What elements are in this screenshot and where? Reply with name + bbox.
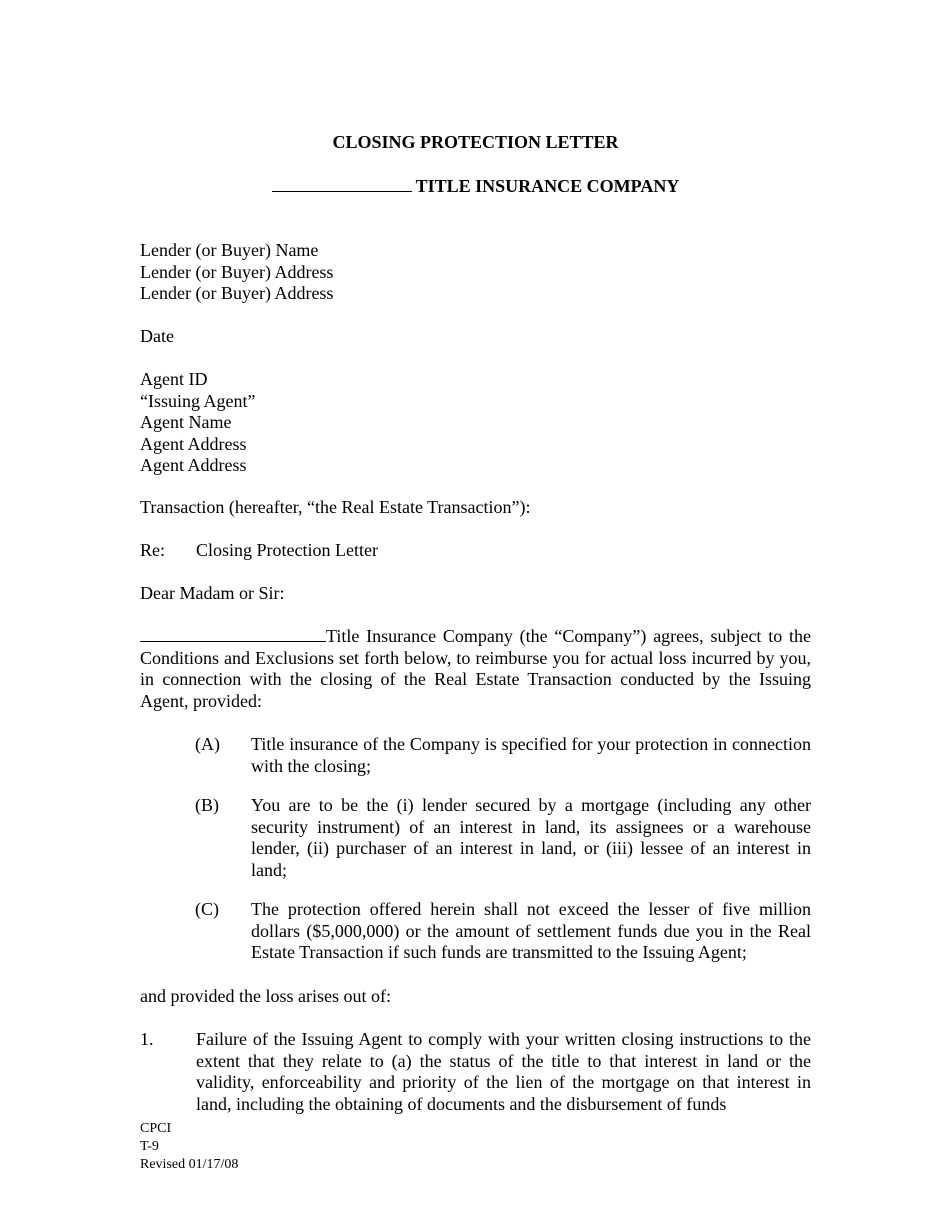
footer-code: CPCI <box>140 1121 172 1136</box>
document-title: CLOSING PROTECTION LETTER <box>332 132 619 152</box>
loss-intro-text: and provided the loss arises out of: <box>140 986 391 1006</box>
agent-address-2: Agent Address <box>140 455 247 475</box>
salutation <box>140 583 811 605</box>
provision-text: You are to be the (i) lender secured by a mortgage (including any other security instrument) of an interest in land, its assignees or a warehouse lender, (ii) purchaser of an interest in land, or (iii) lessee of an interest in land; <box>251 795 811 880</box>
provision-mark: (B) <box>195 795 219 815</box>
transaction-line <box>140 497 811 519</box>
transaction-text: Transaction (hereafter, “the Real Estate Transaction”): <box>140 497 531 517</box>
salutation-text: Dear Madam or Sir: <box>140 583 285 603</box>
date-line <box>140 326 811 348</box>
footer-revised: Revised 01/17/08 <box>140 1157 239 1172</box>
provision-mark: (A) <box>195 734 220 754</box>
intro-text: Title Insurance Company (the “Company”) agrees, subject to the Conditions and Exclusions set forth below, to reimburse you for actual loss incurred by you, in connection with the closing of the Real Estate Transaction conducted by the Issuing Agent, provided: <box>140 626 811 711</box>
agent-address-1: Agent Address <box>140 433 247 454</box>
issuing-agent: “Issuing Agent” <box>140 390 256 411</box>
agent-name: Agent Name <box>140 412 232 432</box>
re-subject: Closing Protection Letter <box>196 540 378 560</box>
page-footer <box>140 1120 238 1174</box>
loss-text: Failure of the Issuing Agent to comply with your written closing instructions to the extent that they relate to (a) the status of the title to that interest in land or the validity, enforceability and priority of the lien of the mortgage on that interest in land, including the obtaining of documents and the disbursement of funds <box>196 1029 811 1114</box>
agent-id: Agent ID <box>140 369 208 389</box>
lender-address-1: Lender (or Buyer) Address <box>140 261 334 282</box>
re-label: Re: <box>140 540 165 560</box>
lender-name: Lender (or Buyer) Name <box>140 240 319 260</box>
subtitle-text: TITLE INSURANCE COMPANY <box>415 176 680 196</box>
footer-form: T-9 <box>140 1139 159 1154</box>
provision-text: Title insurance of the Company is specified for your protection in connection with the closing; <box>251 734 811 776</box>
provision-text: The protection offered herein shall not exceed the lesser of five million dollars ($5,000,000) or the amount of settlement funds due you in the Real Estate Transaction if such funds are transmitted to the Issuing Agent; <box>251 899 811 962</box>
date-label: Date <box>140 326 174 346</box>
provision-c <box>195 899 811 964</box>
company-name-blank-intro <box>140 627 326 642</box>
loss-mark: 1. <box>140 1029 154 1049</box>
document-subtitle <box>140 176 811 197</box>
agent-block <box>140 369 811 477</box>
provision-a <box>195 734 811 777</box>
provision-mark: (C) <box>195 899 219 919</box>
lender-address-2: Lender (or Buyer) Address <box>140 283 334 303</box>
loss-item-1 <box>140 1029 811 1115</box>
lender-block <box>140 240 811 305</box>
company-name-blank <box>272 177 412 192</box>
provision-b <box>195 795 811 881</box>
re-line <box>140 540 811 562</box>
loss-intro <box>140 986 811 1008</box>
intro-paragraph <box>140 626 811 712</box>
